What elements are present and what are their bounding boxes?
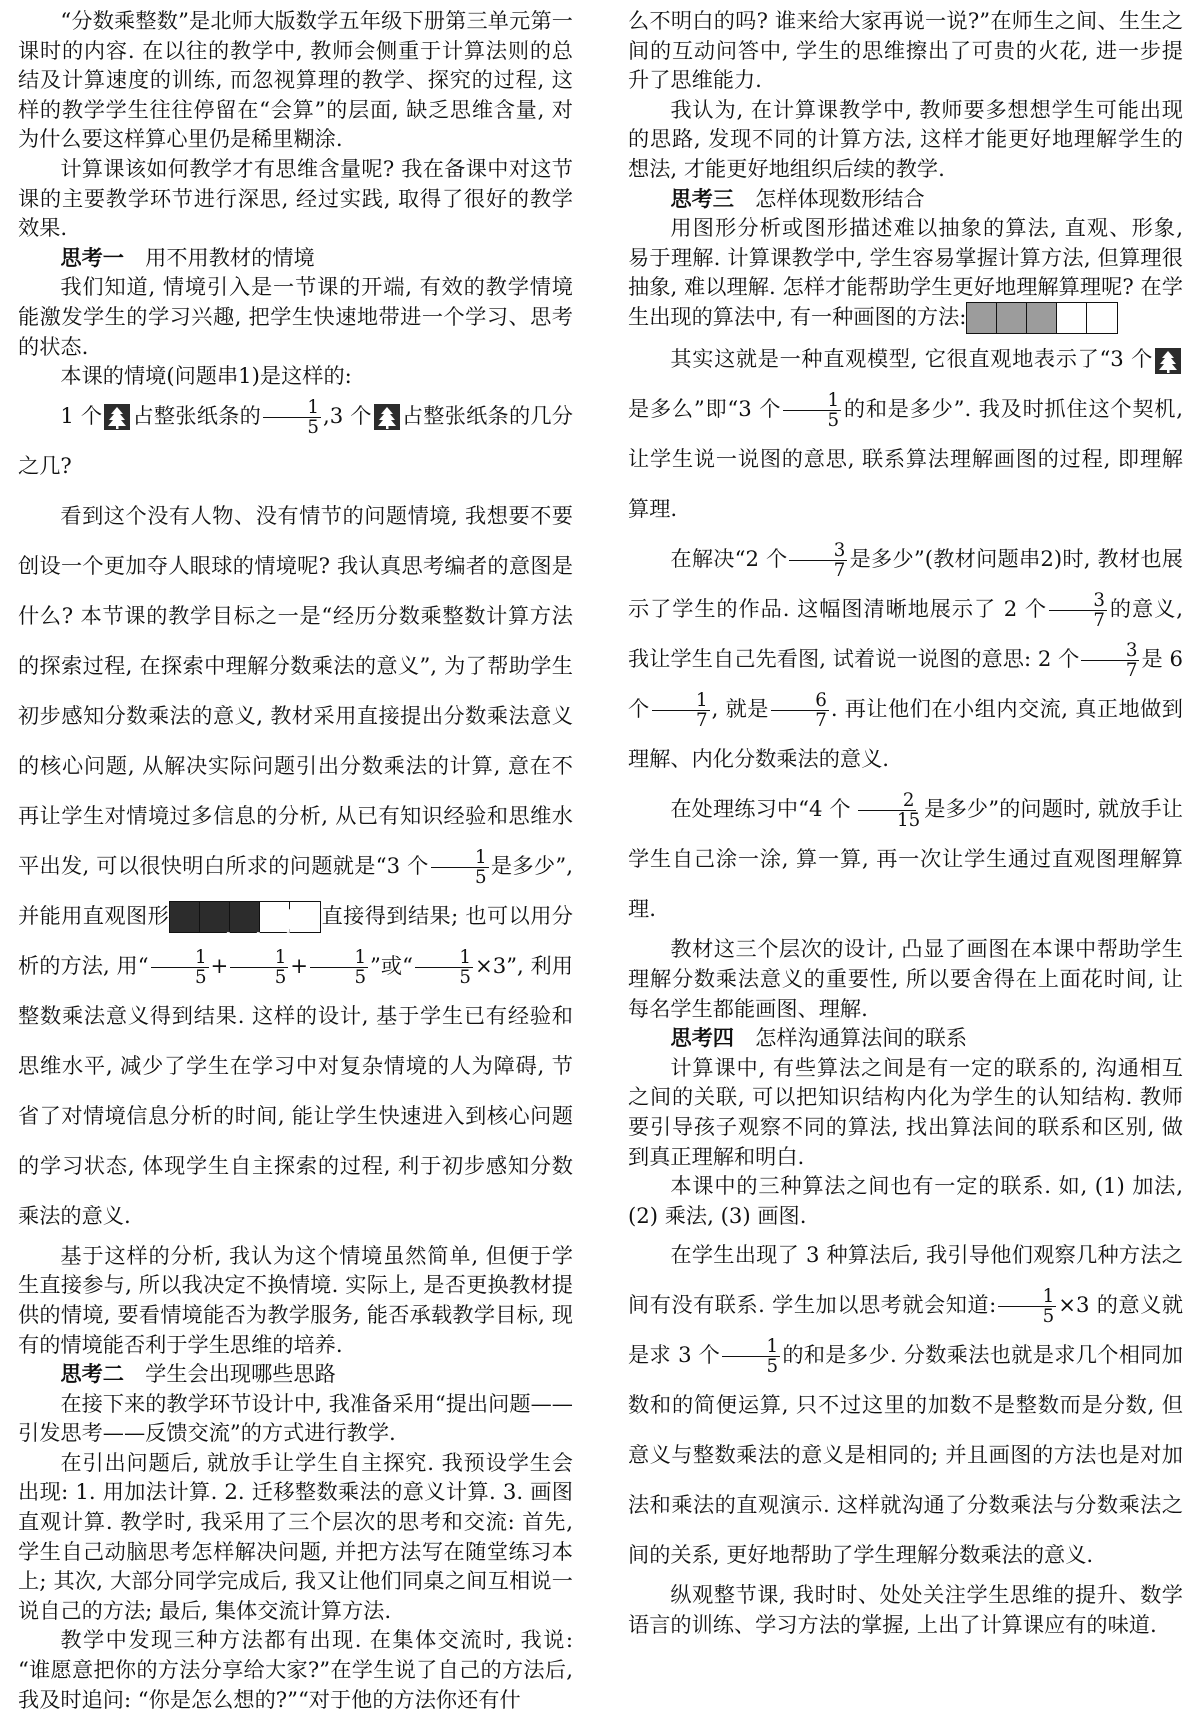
fraction-one-fifth: $\frac{1}{5}$	[415, 948, 473, 987]
tree-icon	[1155, 348, 1181, 374]
paragraph: 我认为, 在计算课教学中, 教师要多想想学生可能出现的思路, 发现不同的计算方法, 这样才能更好地理解学生的想法, 才能更好地组织后续的教学.	[628, 96, 1183, 181]
paragraph: 我们知道, 情境引入是一节课的开端, 有效的教学情境能激发学生的学习兴趣, 把学生快速地带进一个学习、思考的状态.	[18, 274, 573, 359]
tree-icon	[200, 902, 230, 932]
fraction-two-fifteenths: $\frac{2}{15}$	[853, 791, 923, 830]
paragraph: 用图形分析或图形描述难以抽象的算法, 直观、形象, 易于理解. 计算课教学中, 学生容易掌握计算方法, 但算理很抽象, 难以理解. 怎样才能帮助学生更好地理解算理呢? 在学生出现的算法中, 有一种画图的方法:	[628, 213, 1183, 334]
fraction-one-fifth: $\frac{1}{5}$	[230, 948, 288, 987]
paragraph: 纵观整节课, 我时时、处处关注学生思维的提升、数学语言的训练、学习方法的掌握, 上出了计算课应有的味道.	[628, 1582, 1183, 1637]
paragraph: 其实这就是一种直观模型, 它很直观地表示了“3 个 是多么”即“3 个 $\frac{1}{5}$ 的和是多少”. 我及时抓住这个契机, 让学生说一说图的意思, 联系算法理解画图的过程, 即理解算理.	[628, 346, 1183, 522]
problem-statement: 1 个 占整张纸条的 $\frac{1}{5}$ ,3 个 占整张纸条的几分之几?	[18, 396, 573, 478]
heading-label: 思考三	[670, 185, 734, 211]
section-heading-3	[628, 184, 1183, 214]
paragraph: 么不明白的吗? 谁来给大家再说一说?”在师生之间、生生之间的互动问答中, 学生的思维擦出了可贵的火花, 进一步提升了思维能力.	[628, 8, 1183, 93]
paragraph: 计算课该如何教学才有思维含量呢? 我在备课中对这节课的主要教学环节进行深思, 经过实践, 取得了很好的教学效果.	[18, 155, 573, 241]
paragraph: 在引出问题后, 就放手让学生自主探究. 我预设学生会出现: 1. 用加法计算. 2. 迁移整数乘法的意义计算. 3. 画图直观计算. 教学时, 我采用了三个层次的思考和交流: 首先, 学生自己动脑思考怎样解决问题, 并把方法写在随堂练习本上; 其次, 大部分同学完成后, 我又让他们同桌之间互相说一说自己的方法; 最后, 集体交流计算方法.	[18, 1449, 573, 1623]
fraction-three-sevenths: $\frac{3}{7}$	[789, 541, 847, 580]
tree-icon	[230, 902, 260, 932]
right-column	[628, 6, 1183, 1640]
heading-title: 怎样体现数形结合	[755, 185, 925, 211]
section-heading-4	[628, 1023, 1183, 1053]
heading-label: 思考一	[60, 244, 124, 270]
tree-icon	[170, 902, 200, 932]
fraction-one-fifth: $\frac{1}{5}$	[310, 948, 368, 987]
fraction-one-fifth: $\frac{1}{5}$	[722, 1337, 780, 1376]
heading-title: 学生会出现哪些思路	[145, 1361, 336, 1387]
tree-icon	[374, 404, 400, 430]
heading-label: 思考二	[60, 1361, 124, 1387]
heading-title: 怎样沟通算法间的联系	[755, 1025, 968, 1051]
heading-title: 用不用教材的情境	[145, 244, 315, 270]
paragraph: 看到这个没有人物、没有情节的问题情境, 我想要不要创设一个更加夺人眼球的情境呢? 我认真思考编者的意图是什么? 本节课的教学目标之一是“经历分数乘整数计算方法的探索过程, 在探索中理解分数乘法的意义”, 为了帮助学生初步感知分数乘法的意义, 教材采用直接提出分数乘法意义的核心问题, 从解决实际问题引出分数乘法的计算, 意在不再让学生对情境过多信息的分析, 从已有知识经验和思维水平出发, 可以很快明白所求的问题就是“3 个 $\frac{1}{5}$ 是多少”, 并能用直观图形 直接得到结果; 也可以用分析的方法, 用“ $\frac{1}{5}$ + $\frac{1}{5}$ + $\frac{1}{5}$ ”或“ $\frac{1}{5}$ ×3”, 利用整数乘法意义得到结果. 这样的设计, 基于学生已有经验和思维水平, 减少了学生在学习中对复杂情境的人为障碍, 节省了对情境信息分析的时间, 能让学生快速进入到核心问题的学习状态, 体现学生自主探索的过程, 利于初步感知分数乘法的意义.	[18, 502, 573, 1228]
fraction-one-fifth: $\frac{1}{5}$	[783, 391, 841, 430]
strip-diagram-shaded	[966, 302, 1118, 334]
paragraph: 在解决“2 个 $\frac{3}{7}$ 是多少”(教材问题串2)时, 教材也展示了学生的作品. 这幅图清晰地展示了 2 个 $\frac{3}{7}$ 的意义, 我让学生自己先看图, 试着说一说图的意思: 2 个 $\frac{3}{7}$ 是 6 个 $\frac{1}{7}$ , 就是 $\frac{6}{7}$ . 再让他们在小组内交流, 真正地做到理解、内化分数乘法的意义.	[628, 540, 1184, 772]
strip-diagram-three-trees	[169, 901, 321, 933]
paragraph: 本课中的三种算法之间也有一定的联系. 如, (1) 加法, (2) 乘法, (3) 画图.	[628, 1173, 1183, 1228]
fraction-one-fifth: $\frac{1}{5}$	[263, 398, 321, 437]
tree-icon	[104, 404, 130, 430]
paragraph: 教材这三个层次的设计, 凸显了画图在本课中帮助学生理解分数乘法意义的重要性, 所以要舍得在上面花时间, 让每名学生都能画图、理解.	[628, 936, 1183, 1021]
fraction-three-sevenths: $\frac{3}{7}$	[1049, 591, 1107, 630]
paragraph: 基于这样的分析, 我认为这个情境虽然简单, 但便于学生直接参与, 所以我决定不换情境. 实际上, 是否更换教材提供的情境, 要看情境能否为教学服务, 能否承载教学目标, 现有的情境能否利于学生思维的培养.	[18, 1242, 573, 1357]
paragraph: 在接下来的教学环节设计中, 我准备采用“提出问题——引发思考——反馈交流”的方式进行教学.	[18, 1390, 573, 1446]
fraction-one-seventh: $\frac{1}{7}$	[652, 691, 710, 730]
paragraph: 计算课中, 有些算法之间是有一定的联系的, 沟通相互之间的关联, 可以把知识结构内化为学生的认知结构. 教师要引导孩子观察不同的算法, 找出算法间的联系和区别, 做到真正理解和明白.	[628, 1054, 1183, 1169]
paragraph: 在处理练习中“4 个 $\frac{2}{15}$ 是多少”的问题时, 就放手让学生自己涂一涂, 算一算, 再一次让学生通过直观图理解算理.	[628, 790, 1183, 922]
paragraph: 教学中发现三种方法都有出现. 在集体交流时, 我说: “谁愿意把你的方法分享给大家?”在学生说了自己的方法后, 我及时追问: “你是怎么想的?”“对于他的方法你还有什	[18, 1627, 573, 1712]
fraction-six-sevenths: $\frac{6}{7}$	[771, 691, 829, 730]
fraction-one-fifth: $\frac{1}{5}$	[151, 948, 209, 987]
paragraph: 本课的情境(问题串1)是这样的:	[60, 363, 352, 389]
fraction-one-fifth: $\frac{1}{5}$	[998, 1287, 1056, 1326]
section-heading-2	[18, 1359, 573, 1389]
left-column	[18, 6, 573, 1714]
paragraph: 在学生出现了 3 种算法后, 我引导他们观察几种方法之间有没有联系. 学生加以思考就会知道: $\frac{1}{5}$ ×3 的意义就是求 3 个 $\frac{1}{5}$ 的和是多少. 分数乘法也就是求几个相同加数和的简便运算, 只不过这里的加数不是整数而是分数, 但意义与整数乘法的意义是相同的; 并且画图的方法也是对加法和乘法的直观演示. 这样就沟通了分数乘法与分数乘法之间的关系, 更好地帮助了学生理解分数乘法的意义.	[628, 1242, 1184, 1568]
fraction-one-fifth: $\frac{1}{5}$	[431, 848, 489, 887]
fraction-three-sevenths: $\frac{3}{7}$	[1081, 641, 1139, 680]
heading-label: 思考四	[670, 1025, 734, 1051]
paragraph: “分数乘整数”是北师大版数学五年级下册第三单元第一课时的内容. 在以往的教学中, 教师会侧重于计算法则的总结及计算速度的训练, 而忽视算理的教学、探究的过程, 这样的教学学生往往停留在“会算”的层面, 缺乏思维含量, 对为什么要这样算心里仍是稀里糊涂.	[18, 8, 573, 152]
section-heading-1	[18, 243, 573, 273]
